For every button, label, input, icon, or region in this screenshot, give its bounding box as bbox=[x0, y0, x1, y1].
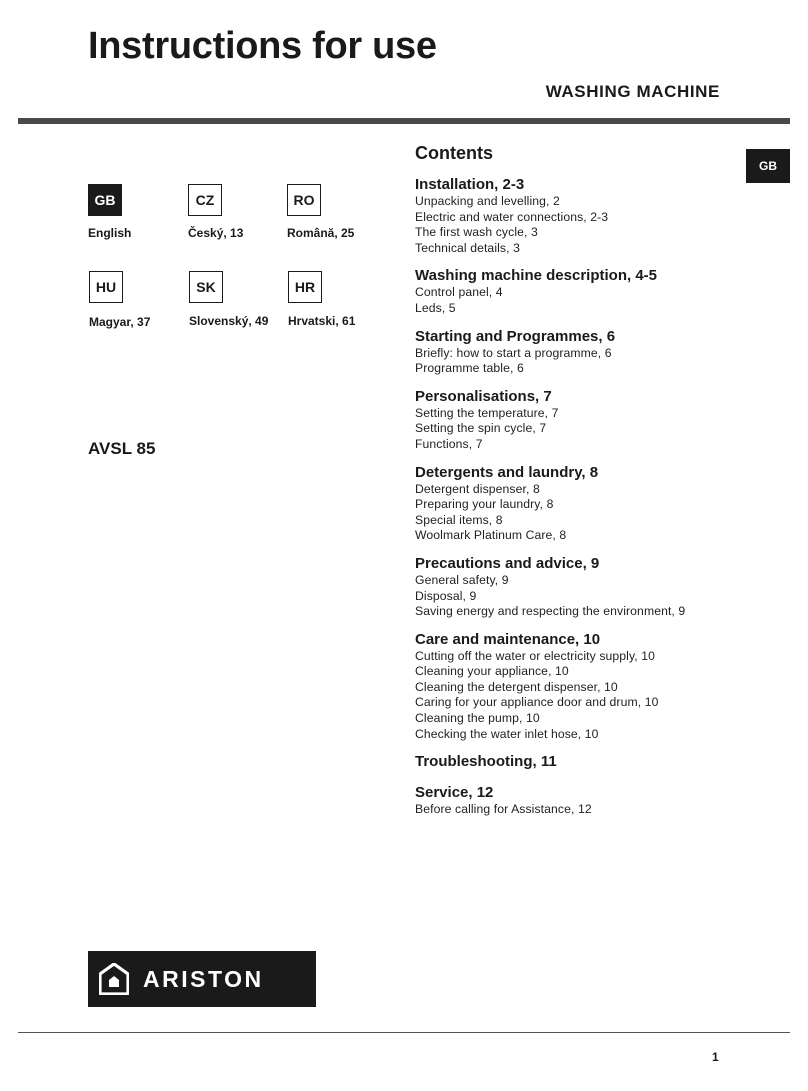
toc-section-title: Precautions and advice, 9 bbox=[415, 554, 600, 572]
toc-section-title: Care and maintenance, 10 bbox=[415, 630, 601, 648]
lang-label-sk: Slovenský, 49 bbox=[189, 314, 269, 328]
page-title: Instructions for use bbox=[88, 25, 437, 67]
toc-section-care bbox=[415, 631, 745, 743]
toc-item: Preparing your laundry, 8 bbox=[415, 497, 554, 512]
toc-item: Technical details, 3 bbox=[415, 240, 520, 255]
lang-label-hu: Magyar, 37 bbox=[89, 315, 151, 329]
language-tab: GB bbox=[746, 149, 790, 183]
toc-section-detergents bbox=[415, 464, 745, 544]
toc-section-starting bbox=[415, 328, 745, 377]
lang-code-gb: GB bbox=[88, 184, 122, 216]
toc-section-precautions bbox=[415, 555, 745, 620]
toc-section-personalisations bbox=[415, 388, 745, 453]
toc-section-title: Washing machine description, 4-5 bbox=[415, 267, 657, 285]
brand-logo bbox=[88, 951, 316, 1007]
toc-section-description bbox=[415, 267, 745, 316]
toc-item: Checking the water inlet hose, 10 bbox=[415, 726, 599, 741]
lang-code-hr: HR bbox=[288, 271, 322, 303]
toc-item: Programme table, 6 bbox=[415, 361, 524, 376]
toc-item: Briefly: how to start a programme, 6 bbox=[415, 345, 612, 360]
table-of-contents bbox=[415, 142, 745, 829]
lang-code-hu: HU bbox=[89, 271, 123, 303]
toc-item: Setting the temperature, 7 bbox=[415, 405, 559, 420]
bottom-divider bbox=[18, 1032, 790, 1033]
toc-item: Woolmark Platinum Care, 8 bbox=[415, 528, 567, 543]
lang-label-cz: Český, 13 bbox=[188, 226, 244, 240]
toc-section-title: Service, 12 bbox=[415, 784, 494, 802]
toc-item: Special items, 8 bbox=[415, 512, 503, 527]
lang-code-ro: RO bbox=[287, 184, 321, 216]
toc-item: Setting the spin cycle, 7 bbox=[415, 421, 547, 436]
top-divider bbox=[18, 118, 790, 124]
toc-item: Caring for your appliance door and drum, 10 bbox=[415, 695, 659, 710]
toc-section-troubleshooting bbox=[415, 753, 745, 771]
toc-item: Cleaning your appliance, 10 bbox=[415, 664, 569, 679]
toc-item: General safety, 9 bbox=[415, 572, 509, 587]
toc-item: Saving energy and respecting the environment, 9 bbox=[415, 604, 686, 619]
toc-item: Detergent dispenser, 8 bbox=[415, 481, 540, 496]
toc-section-service bbox=[415, 784, 745, 818]
lang-label-hr: Hrvatski, 61 bbox=[288, 314, 356, 328]
lang-label-gb: English bbox=[88, 226, 132, 240]
toc-section-title: Starting and Programmes, 6 bbox=[415, 327, 616, 345]
toc-item: Before calling for Assistance, 12 bbox=[415, 802, 592, 817]
toc-item: Functions, 7 bbox=[415, 436, 483, 451]
toc-section-title: Installation, 2-3 bbox=[415, 176, 525, 193]
toc-section-title: Detergents and laundry, 8 bbox=[415, 463, 599, 481]
toc-item: The first wash cycle, 3 bbox=[415, 225, 538, 240]
toc-section-title: Personalisations, 7 bbox=[415, 387, 552, 405]
model-name: AVSL 85 bbox=[88, 439, 156, 458]
lang-code-cz: CZ bbox=[188, 184, 222, 216]
lang-label-ro: Română, 25 bbox=[287, 226, 355, 240]
lang-code-sk: SK bbox=[189, 271, 223, 303]
toc-item: Disposal, 9 bbox=[415, 588, 477, 603]
toc-section-installation bbox=[415, 176, 745, 256]
toc-section-title: Troubleshooting, 11 bbox=[415, 753, 557, 771]
toc-item: Leds, 5 bbox=[415, 300, 456, 315]
toc-item: Electric and water connections, 2-3 bbox=[415, 209, 609, 224]
brand-logo-text: ARISTON bbox=[143, 965, 264, 992]
toc-item: Cleaning the detergent dispenser, 10 bbox=[415, 679, 618, 694]
toc-item: Unpacking and levelling, 2 bbox=[415, 194, 560, 208]
page-number: 1 bbox=[712, 1050, 719, 1064]
ariston-house-icon bbox=[99, 963, 129, 995]
contents-title: Contents bbox=[415, 143, 493, 163]
toc-item: Cleaning the pump, 10 bbox=[415, 711, 540, 726]
toc-item: Cutting off the water or electricity supply, 10 bbox=[415, 648, 655, 663]
toc-item: Control panel, 4 bbox=[415, 285, 503, 300]
product-type: WASHING MACHINE bbox=[545, 82, 720, 101]
